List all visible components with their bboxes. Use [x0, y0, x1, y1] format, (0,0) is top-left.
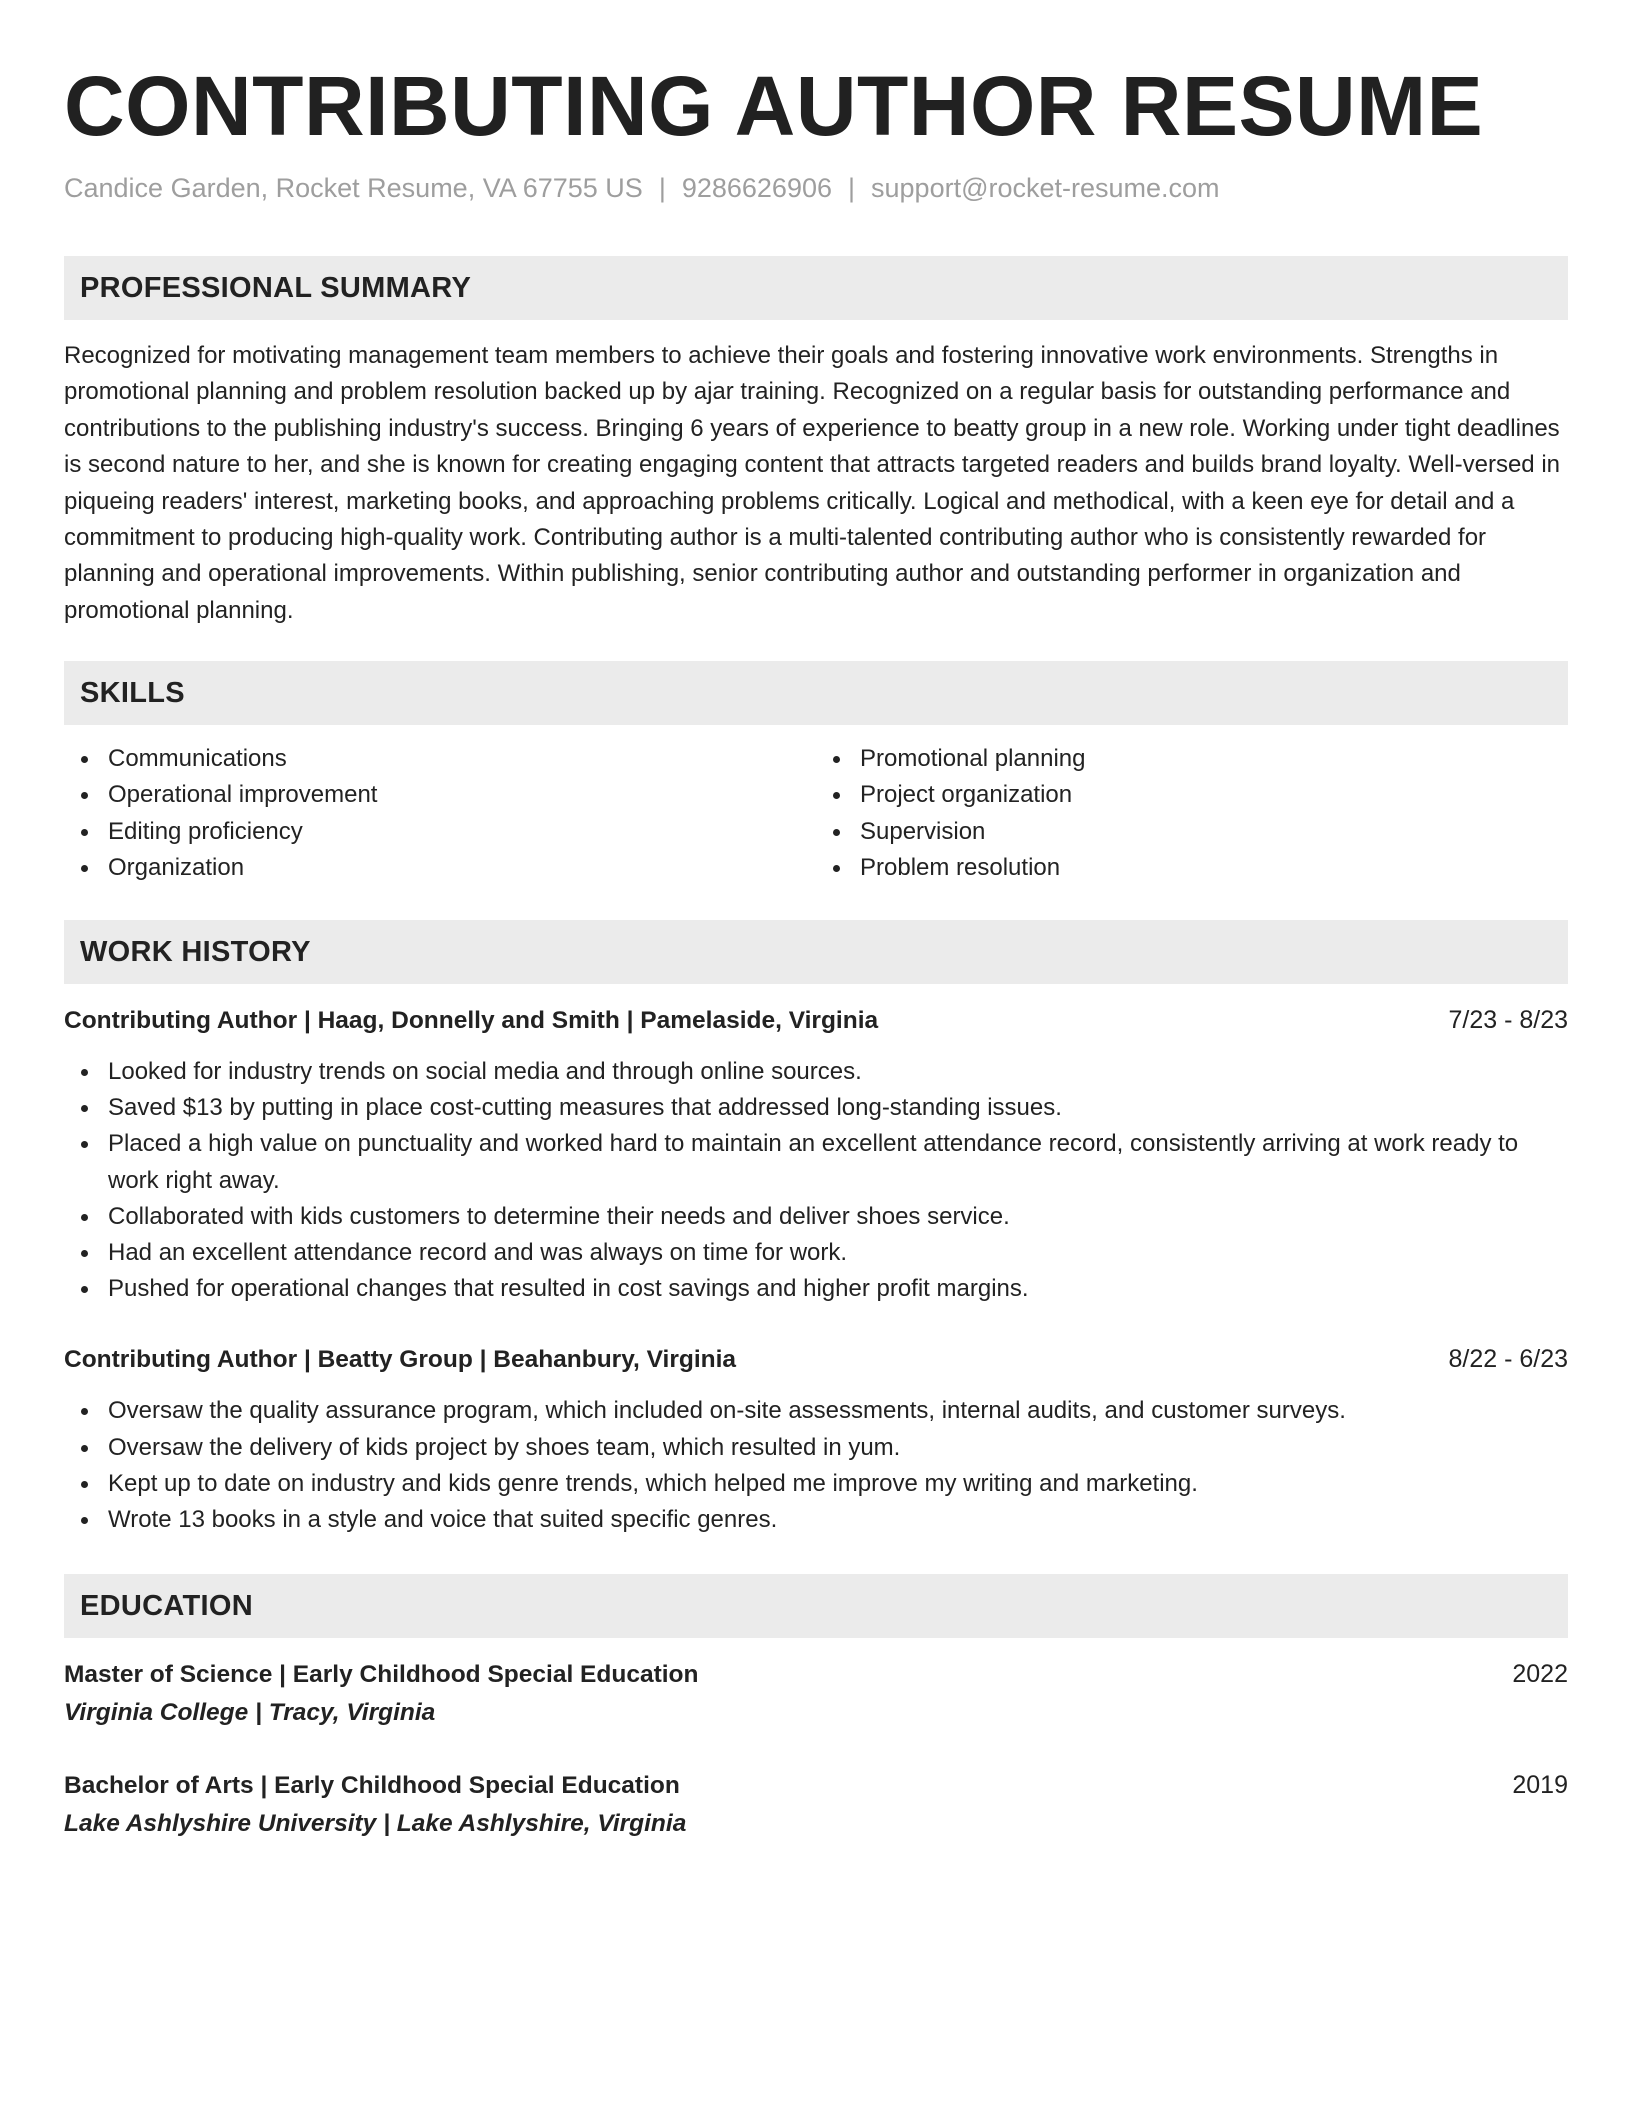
job-header	[64, 1002, 1568, 1039]
skills-column-left	[64, 741, 816, 886]
section-header-work-history: WORK HISTORY	[64, 920, 1568, 984]
job-bullet: Oversaw the delivery of kids project by shoes team, which resulted in yum.	[108, 1430, 1568, 1466]
section-header-education: EDUCATION	[64, 1574, 1568, 1638]
skill-item: Promotional planning	[860, 741, 1568, 777]
summary-text: Recognized for motivating management team members to achieve their goals and fostering innovative work environments. Strengths in promotional planning and problem resolution backed up by ajar training. Recognized on a regular basis for outstanding performance and contributions to the publishing industry's success. Bringing 6 years of experience to beatty group in a new role. Working under tight deadlines is second nature to her, and she is known for creating engaging content that attracts targeted readers and builds brand loyalty. Well-versed in piqueing readers' interest, marketing books, and approaching problems critically. Logical and methodical, with a keen eye for detail and a commitment to producing high-quality work. Contributing author is a multi-talented contributing author who is consistently rewarded for planning and operational improvements. Within publishing, senior contributing author and outstanding performer in organization and promotional planning.	[64, 342, 1560, 624]
job-bullet: Wrote 13 books in a style and voice that suited specific genres.	[108, 1502, 1568, 1538]
education-school: Lake Ashlyshire University | Lake Ashlyshire, Virginia	[64, 1810, 687, 1838]
skill-item: Problem resolution	[860, 850, 1568, 886]
job-dates: 8/22 - 6/23	[1448, 1345, 1568, 1374]
job-bullet: Looked for industry trends on social media and through online sources.	[108, 1054, 1568, 1090]
skill-item: Editing proficiency	[108, 814, 816, 850]
education-entry	[64, 1767, 1568, 1844]
skill-item: Organization	[108, 850, 816, 886]
job-bullet: Placed a high value on punctuality and worked hard to maintain an excellent attendance record, consistently arriving at work ready to work right away.	[108, 1126, 1568, 1198]
job-bullet: Kept up to date on industry and kids genre trends, which helped me improve my writing and marketing.	[108, 1466, 1568, 1502]
education-year: 2019	[1512, 1771, 1568, 1800]
contact-phone: 9286626906	[681, 173, 832, 203]
contact-email: support@rocket-resume.com	[871, 173, 1220, 203]
education-header	[64, 1656, 1568, 1693]
education-degree: Master of Science | Early Childhood Special Education	[64, 1661, 699, 1689]
education-year: 2022	[1512, 1660, 1568, 1689]
section-header-skills: SKILLS	[64, 661, 1568, 725]
resume-title: CONTRIBUTING AUTHOR RESUME	[64, 59, 1484, 153]
job-entry	[64, 1002, 1568, 1307]
education-school: Virginia College | Tracy, Virginia	[64, 1699, 436, 1727]
contact-separator: |	[658, 173, 666, 203]
job-bullets	[64, 1393, 1568, 1538]
skill-item: Supervision	[860, 814, 1568, 850]
job-entry	[64, 1341, 1568, 1538]
job-bullet: Saved $13 by putting in place cost-cutting measures that addressed long-standing issues.	[108, 1090, 1568, 1126]
job-bullet: Oversaw the quality assurance program, which included on-site assessments, internal audits, and customer surveys.	[108, 1393, 1568, 1429]
job-bullet: Had an excellent attendance record and was always on time for work.	[108, 1235, 1568, 1271]
job-bullet: Pushed for operational changes that resulted in cost savings and higher profit margins.	[108, 1271, 1568, 1307]
contact-line	[64, 170, 1568, 206]
job-title: Contributing Author | Haag, Donnelly and Smith | Pamelaside, Virginia	[64, 1007, 879, 1035]
contact-address: Candice Garden, Rocket Resume, VA 67755 US	[64, 173, 643, 203]
skill-item: Project organization	[860, 777, 1568, 813]
contact-separator: |	[848, 173, 856, 203]
skill-item: Communications	[108, 741, 816, 777]
job-dates: 7/23 - 8/23	[1448, 1006, 1568, 1035]
section-header-summary: PROFESSIONAL SUMMARY	[64, 256, 1568, 320]
skill-item: Operational improvement	[108, 777, 816, 813]
education-degree: Bachelor of Arts | Early Childhood Special Education	[64, 1772, 680, 1800]
job-bullets	[64, 1054, 1568, 1307]
education-entry	[64, 1656, 1568, 1733]
job-header	[64, 1341, 1568, 1378]
job-title: Contributing Author | Beatty Group | Beahanbury, Virginia	[64, 1346, 737, 1374]
skills-grid	[64, 741, 1568, 886]
education-header	[64, 1767, 1568, 1804]
job-bullet: Collaborated with kids customers to determine their needs and deliver shoes service.	[108, 1199, 1568, 1235]
skills-column-right	[816, 741, 1568, 886]
